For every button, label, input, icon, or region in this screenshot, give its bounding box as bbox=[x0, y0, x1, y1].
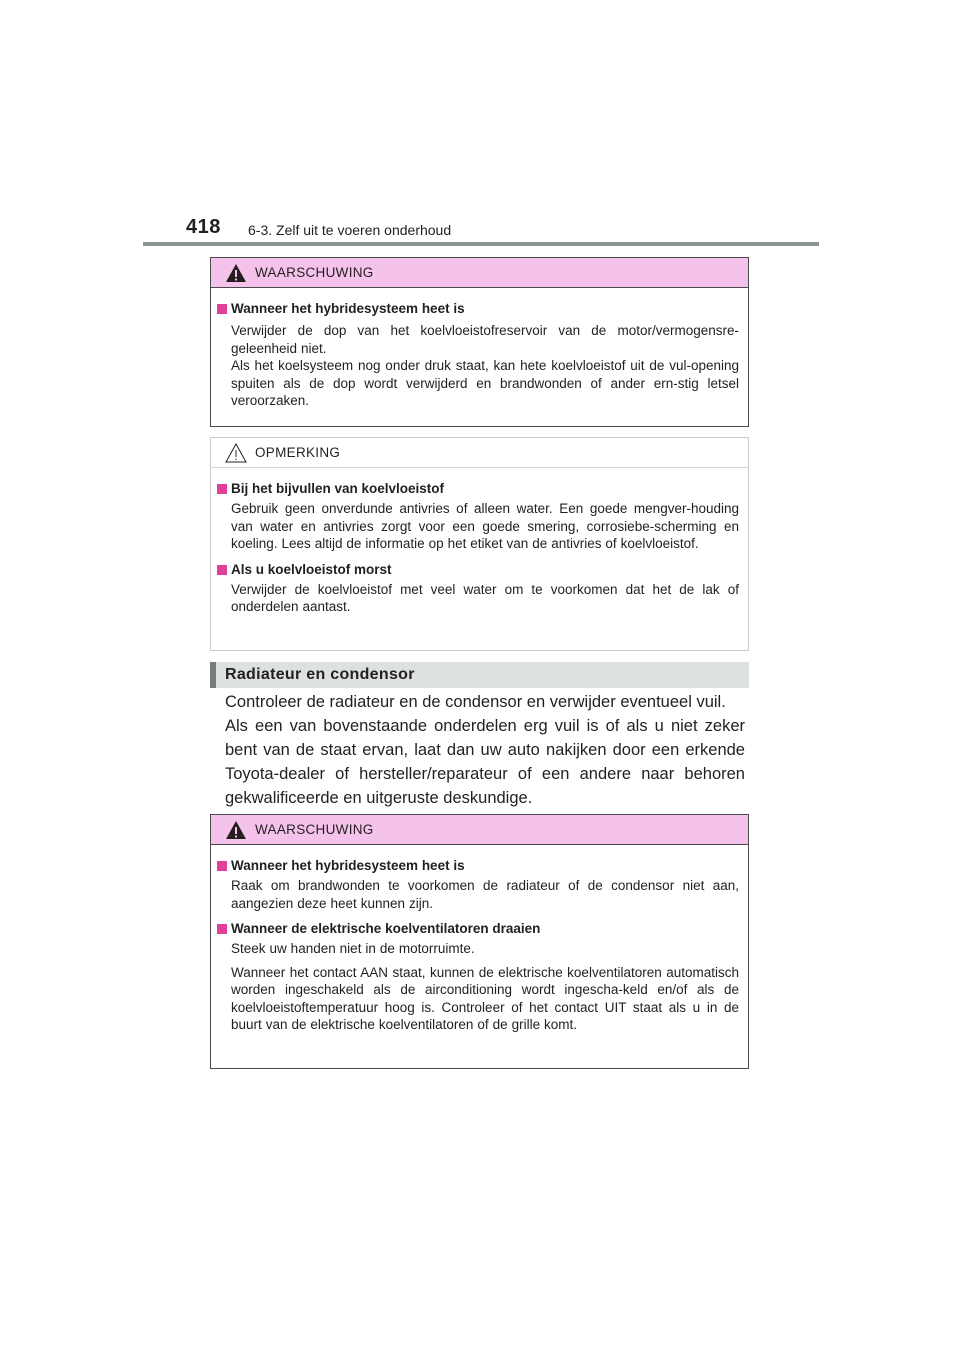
warning-box-header bbox=[211, 258, 748, 288]
body-paragraph: Controleer de radiateur en de condensor en verwijder eventueel vuil. bbox=[225, 693, 726, 711]
chapter-title: 6-3. Zelf uit te voeren onderhoud bbox=[248, 222, 452, 238]
warning-item bbox=[217, 920, 739, 1034]
note-item bbox=[217, 561, 739, 616]
item-heading: Wanneer het hybridesysteem heet is bbox=[231, 858, 465, 873]
page-number: 418 bbox=[186, 216, 221, 238]
item-text: Verwijder de dop van het koelvloeistofreservoir van de motor/vermogensre-geleenheid niet. bbox=[231, 323, 739, 356]
item-text: Raak om brandwonden te voorkomen de radiateur of de condensor niet aan, aangezien deze heet kunnen zijn. bbox=[231, 878, 739, 911]
item-heading: Bij het bijvullen van koelvloeistof bbox=[231, 481, 445, 496]
item-heading: Wanneer het hybridesysteem heet is bbox=[231, 301, 465, 316]
note-item bbox=[217, 480, 739, 553]
bullet-square-icon bbox=[217, 565, 227, 575]
body-paragraph: Als een van bovenstaande onderdelen erg vuil is of als u niet zeker bent van de staat ervan, laat dan uw auto nakijken door een erkende Toyota-dealer of hersteller/reparateur of een andere naar behoren gekwalificeerde en uitgeruste deskundige. bbox=[225, 717, 745, 807]
item-heading: Als u koelvloeistof morst bbox=[231, 561, 392, 577]
bullet-square-icon bbox=[217, 304, 227, 314]
warning-icon bbox=[225, 263, 247, 283]
bullet-square-icon bbox=[217, 861, 227, 871]
warning-icon bbox=[225, 820, 247, 840]
warning-box-header bbox=[211, 815, 748, 845]
item-text: Wanneer het contact AAN staat, kunnen de elektrische koelventilatoren automatisch worden ingeschakeld als de airconditioning wordt ingescha-keld en/of als de koelvloeistoftemperatuur hoog is. Controleer of het contact UIT staat als u in de buurt van de elektrische koelventilatoren of de grille komt. bbox=[231, 964, 739, 1032]
note-box-header bbox=[211, 438, 748, 468]
warning-box-1 bbox=[210, 257, 749, 427]
warning-title: WAARSCHUWING bbox=[255, 265, 374, 280]
item-heading: Wanneer de elektrische koelventilatoren draaien bbox=[231, 921, 541, 936]
caution-outline-icon bbox=[225, 443, 247, 463]
bullet-square-icon bbox=[217, 484, 227, 494]
section-heading-text: Radiateur en condensor bbox=[225, 666, 415, 683]
warning-title: WAARSCHUWING bbox=[255, 822, 374, 837]
warning-box-2 bbox=[210, 814, 749, 1069]
header-rule bbox=[143, 242, 819, 246]
note-box bbox=[210, 437, 749, 651]
section-heading bbox=[210, 662, 749, 688]
item-text: Gebruik geen onverdunde antivries of alleen water. Een goede mengver-houding van water en antivries zorgt voor een goede smering, corrosiebe-scherming en koeling. Lees altijd de informatie op het etiket van de antivries of koelvloeistof. bbox=[231, 501, 739, 551]
item-text: Verwijder de koelvloeistof met veel water om te voorkomen dat het de lak of onderdelen aantast. bbox=[231, 581, 739, 614]
section-body bbox=[225, 690, 745, 810]
bullet-square-icon bbox=[217, 924, 227, 934]
item-text: Steek uw handen niet in de motorruimte. bbox=[231, 941, 475, 956]
warning-item bbox=[217, 300, 739, 410]
warning-item bbox=[217, 857, 739, 912]
note-title: OPMERKING bbox=[255, 445, 341, 460]
item-text: Als het koelsysteem nog onder druk staat, kan hete koelvloeistof uit de vul-opening spuiten als de dop wordt verwijderd en brandwonden of ander ern-stig letsel veroorzaken. bbox=[231, 358, 739, 408]
